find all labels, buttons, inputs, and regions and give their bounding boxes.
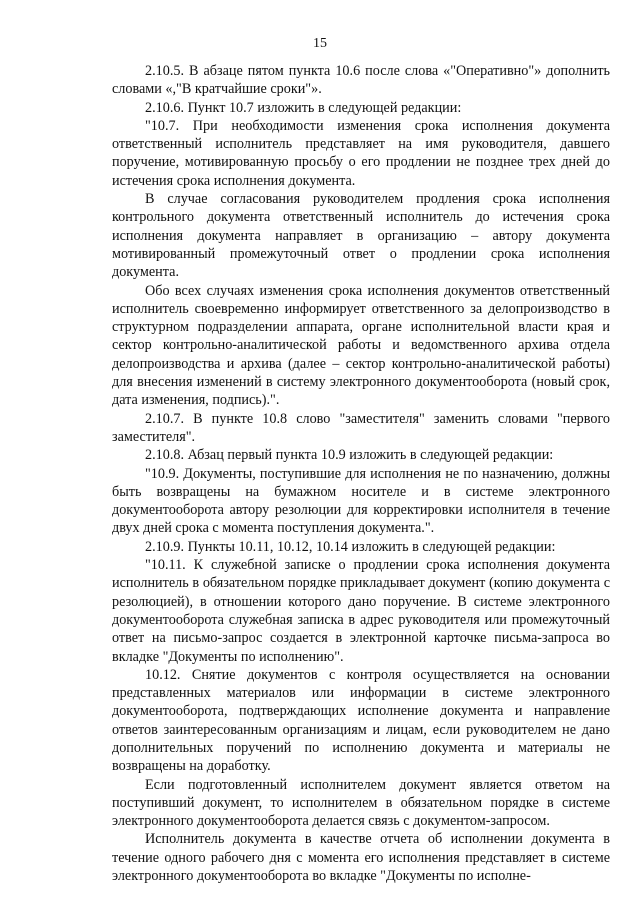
paragraph-2-10-9: 2.10.9. Пункты 10.11, 10.12, 10.14 изложить в следующей редакции: — [145, 538, 556, 555]
page-number: 15 — [313, 36, 327, 51]
paragraph-10-11: "10.11. К служебной записке о продлении срока исполнения документа исполнитель в обязательном порядке прикладывает документ (копию документа с резолюцией), в отношении которого дано поручение. В системе электронного документооборота служебная записка в адрес руководителя или промежуточный ответ на письмо-запрос создается в электронной карточке письма-запроса во вкладке "Документы по исполнению". — [112, 557, 610, 665]
paragraph-2-10-6: 2.10.6. Пункт 10.7 изложить в следующей редакции: — [145, 99, 462, 116]
paragraph-10-9: "10.9. Документы, поступившие для исполнения не по назначению, должны быть возвращены на бумажном носителе и в системе электронного документооборота автору резолюции для корректировки исполнителя в течение двух дней срока с момента поступления документа.". — [112, 465, 610, 537]
paragraph-deadline-changes: Обо всех случаях изменения срока исполнения документов ответственный исполнитель своевременно информирует ответственного за делопроизводство в структурном подразделении аппарата, органе исполнительной власти края и сектор контрольно-аналитической работы и ведомственного архива отдела делопроизводства и архива (далее – сектор контрольно-аналитической работы) для внесения изменений в систему электронного документооборота (новый срок, дата изменения, подпись).". — [112, 282, 610, 409]
paragraph-10-12: 10.12. Снятие документов с контроля осуществляется на основании представленных материалов или информации в системе электронного документооборота, подтверждающих исполнение документа и направление ответов заинтересованным организациям и лицам, если руководителем не дано дополнительных поручений по исполнению документа и материалы не возвращены на доработку. — [112, 666, 610, 775]
paragraph-execution-report: Исполнитель документа в качестве отчета об исполнении документа в течение одного рабочего дня с момента его исполнения представляет в системе электронного документооборота во вкладке "Документы по исполне- — [112, 831, 610, 885]
paragraph-extension-approval: В случае согласования руководителем продления срока исполнения контрольного документа ответственный исполнитель до истечения срока исполнения документа направляет в организацию – автору документа мотивированный промежуточный ответ о продлении срока исполнения документа. — [112, 191, 610, 281]
paragraph-10-7: "10.7. При необходимости изменения срока исполнения документа ответственный исполнитель представляет на имя руководителя, давшего поручение, мотивированную просьбу о его продлении не позднее трех дней до истечения срока исполнения документа. — [112, 117, 610, 189]
paragraph-2-10-5: 2.10.5. В абзаце пятом пункта 10.6 после слова «"Оперативно"» дополнить словами «,"В кратчайшие сроки"». — [112, 63, 610, 98]
paragraph-2-10-8: 2.10.8. Абзац первый пункта 10.9 изложить в следующей редакции: — [145, 447, 554, 464]
paragraph-response-link: Если подготовленный исполнителем документ является ответом на поступивший документ, то исполнителем в обязательном порядке в системе электронного документооборота делается связь с документом-запросом. — [112, 776, 610, 830]
document-body — [112, 62, 610, 885]
paragraph-2-10-7: 2.10.7. В пункте 10.8 слово "заместителя" заменить словами "первого заместителя". — [112, 410, 610, 445]
